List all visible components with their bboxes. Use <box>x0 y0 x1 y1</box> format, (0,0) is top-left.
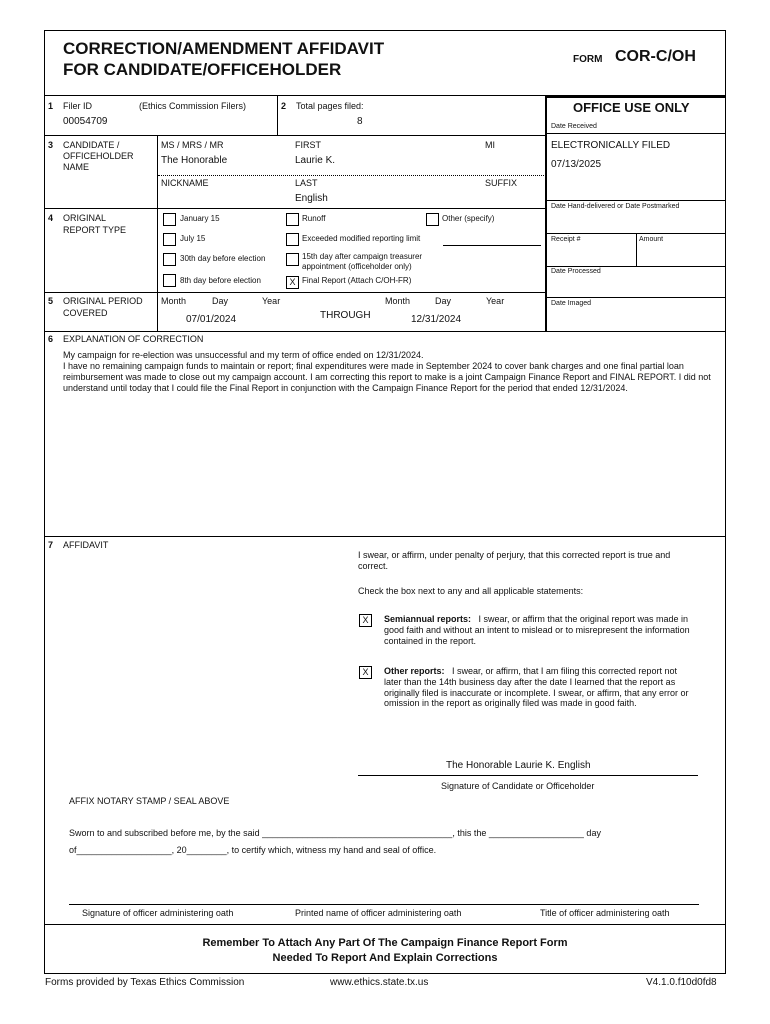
receipt-amount-divider <box>636 233 637 266</box>
from-year-label: Year <box>262 296 281 306</box>
option-runoff: Runoff <box>302 214 326 223</box>
option-other-specify: Other (specify) <box>442 214 495 223</box>
semiannual-text: I swear, or affirm that the original report was made in good faith and without an intent to mislead or to misrepresent the information contained in the report. <box>384 614 690 646</box>
filer-id-label: Filer ID <box>63 101 92 111</box>
last-name-value: English <box>295 193 328 204</box>
date-imaged-label: Date Imaged <box>551 300 592 307</box>
checkbox-semiannual[interactable]: X <box>359 614 372 627</box>
title-label: MS / MRS / MR <box>161 140 224 150</box>
hand-delivered-label: Date Hand-delivered or Date Postmarked <box>551 203 680 210</box>
signature-line <box>358 775 698 776</box>
period-label-2: COVERED <box>63 308 108 318</box>
officer-signature-label: Signature of officer administering oath <box>82 908 234 918</box>
section6-number: 6 <box>48 334 54 344</box>
option-15th-day-treasurer: 15th day after campaign treasurer <box>302 252 423 261</box>
period-from-value: 07/01/2024 <box>186 314 237 325</box>
other-reports-statement <box>384 666 694 709</box>
checkbox-other-specify[interactable] <box>426 213 439 226</box>
s1-s2-divider <box>277 95 278 135</box>
section7-number: 7 <box>48 540 54 550</box>
form-title-line1: CORRECTION/AMENDMENT AFFIDAVIT <box>63 39 385 58</box>
sworn-line-2: of___________________, 20________, to certify which, witness my hand and seal of office. <box>69 845 437 855</box>
checkbox-other-reports[interactable]: X <box>359 666 372 679</box>
period-to-value: 12/31/2024 <box>411 314 462 325</box>
nickname-label: NICKNAME <box>161 178 209 188</box>
swear-text: I swear, or affirm, under penalty of perjury, that this corrected report is true and correct. <box>358 550 671 571</box>
checkbox-8th-day[interactable] <box>163 274 176 287</box>
other-reports-text: I swear, or affirm, that I am filing this corrected report not later than the 14th business day after the date I learned that the report as originally filed is inaccurate or incomplete. I swear, or affirm, that any error or omission in the report as originally filed was made in good faith. <box>384 666 689 709</box>
electronically-filed-date: 07/13/2025 <box>551 159 602 170</box>
amount-label: Amount <box>639 236 664 243</box>
checkbox-july-15[interactable] <box>163 233 176 246</box>
row7-bottom <box>44 924 726 925</box>
office-row5-line <box>546 297 726 298</box>
date-processed-label: Date Processed <box>551 268 601 275</box>
sworn-line-1: Sworn to and subscribed before me, by the said ______________________________________, this the ___________________ day <box>69 828 601 838</box>
affidavit-label: AFFIDAVIT <box>63 540 109 550</box>
frame-bottom <box>44 973 726 974</box>
officer-title-label: Title of officer administering oath <box>540 908 670 918</box>
signature-value: The Honorable Laurie K. English <box>446 760 591 771</box>
footer-version: V4.1.0.f10d0fd8 <box>646 977 717 988</box>
option-exceeded-limit: Exceeded modified reporting limit <box>302 234 421 243</box>
notary-stamp-label: AFFIX NOTARY STAMP / SEAL ABOVE <box>69 796 230 806</box>
from-month-label: Month <box>161 296 187 306</box>
checkbox-final-report[interactable]: X <box>286 276 299 289</box>
option-january-15: January 15 <box>180 214 220 223</box>
electronically-filed-text: ELECTRONICALLY FILED <box>551 140 671 151</box>
from-day-label: Day <box>212 296 229 306</box>
option-final-report: Final Report (Attach C/OH-FR) <box>302 276 412 285</box>
frame-top <box>44 30 726 31</box>
checkbox-runoff[interactable] <box>286 213 299 226</box>
row3-bottom <box>44 208 546 209</box>
filer-id-sublabel: (Ethics Commission Filers) <box>139 101 247 111</box>
mi-label: MI <box>485 140 495 150</box>
section1-number: 1 <box>48 101 54 111</box>
filer-id-value: 00054709 <box>63 116 108 127</box>
receipt-label: Receipt # <box>551 236 581 243</box>
checkbox-january-15[interactable] <box>163 213 176 226</box>
first-name-value: Laurie K. <box>295 155 336 166</box>
name-dotted-divider <box>158 175 546 176</box>
check-text: Check the box next to any and all applicable statements: <box>358 586 584 596</box>
footer-website[interactable]: www.ethics.state.tx.us <box>330 977 429 988</box>
other-reports-title: Other reports: <box>384 666 445 676</box>
date-received-label: Date Received <box>551 123 597 130</box>
to-month-label: Month <box>385 296 411 306</box>
reminder-line2: Needed To Report And Explain Corrections <box>272 952 498 964</box>
option-30th-day: 30th day before election <box>180 254 266 263</box>
row1-bottom <box>44 135 546 136</box>
through-label: THROUGH <box>320 310 371 321</box>
footer-provider: Forms provided by Texas Ethics Commission <box>45 977 245 988</box>
report-type-label-1: ORIGINAL <box>63 213 107 223</box>
candidate-label-1: CANDIDATE / <box>63 140 120 150</box>
section2-number: 2 <box>281 101 287 111</box>
option-8th-day: 8th day before election <box>180 276 261 285</box>
section5-number: 5 <box>48 296 54 306</box>
candidate-label-2: OFFICEHOLDER <box>63 151 134 161</box>
checkbox-30th-day[interactable] <box>163 253 176 266</box>
row6-bottom <box>44 536 726 537</box>
s3-label-divider <box>157 135 158 331</box>
checkbox-15th-day-treasurer[interactable] <box>286 253 299 266</box>
officer-printed-name-label: Printed name of officer administering oath <box>295 908 462 918</box>
to-day-label: Day <box>435 296 452 306</box>
section4-number: 4 <box>48 213 54 223</box>
row5-bottom <box>44 331 726 332</box>
last-name-label: LAST <box>295 178 318 188</box>
first-name-label: FIRST <box>295 140 321 150</box>
other-specify-line[interactable] <box>443 245 541 246</box>
form-prefix: FORM <box>573 54 603 65</box>
frame-right <box>725 30 726 974</box>
explanation-line1: My campaign for re-election was unsuccessful and my term of office ended on 12/31/2024. <box>63 350 424 360</box>
candidate-label-3: NAME <box>63 162 90 172</box>
explanation-label: EXPLANATION OF CORRECTION <box>63 334 204 344</box>
office-row4-line <box>546 266 726 267</box>
semiannual-statement <box>384 614 694 646</box>
total-pages-label: Total pages filed: <box>296 101 364 111</box>
form-code: COR-C/OH <box>615 48 696 65</box>
office-row2-line <box>546 200 726 201</box>
option-15th-day-treasurer-line2: appointment (officeholder only) <box>302 262 412 271</box>
period-label-1: ORIGINAL PERIOD <box>63 296 143 306</box>
office-row1-line <box>546 133 726 134</box>
checkbox-exceeded-limit[interactable] <box>286 233 299 246</box>
reminder-line1: Remember To Attach Any Part Of The Campaign Finance Report Form <box>202 937 568 949</box>
frame-left <box>44 30 45 974</box>
signature-label: Signature of Candidate or Officeholder <box>441 781 595 791</box>
row4-bottom <box>44 292 546 293</box>
office-use-title: OFFICE USE ONLY <box>573 100 690 115</box>
officer-signature-line <box>69 904 699 905</box>
explanation-paragraph: I have no remaining campaign funds to maintain or report; final expenditures were made in September 2024 to cover bank charges and one final partial loan reimbursement was made to close out my campaign account. I am correcting this report to make is a joint Campaign Finance Report and FINAL REPORT. I did not understand until today that I could file the Final Report in conjunction with the Campaign Finance Report for the period that ended 12/31/2024. <box>63 361 711 393</box>
to-year-label: Year <box>486 296 505 306</box>
section3-number: 3 <box>48 140 54 150</box>
report-type-label-2: REPORT TYPE <box>63 225 127 235</box>
option-july-15: July 15 <box>180 234 206 243</box>
semiannual-title: Semiannual reports: <box>384 614 472 624</box>
office-box-top <box>545 96 726 98</box>
title-value: The Honorable <box>161 155 228 166</box>
total-pages-value: 8 <box>357 116 363 127</box>
form-title-line2: FOR CANDIDATE/OFFICEHOLDER <box>63 60 342 79</box>
suffix-label: SUFFIX <box>485 178 518 188</box>
